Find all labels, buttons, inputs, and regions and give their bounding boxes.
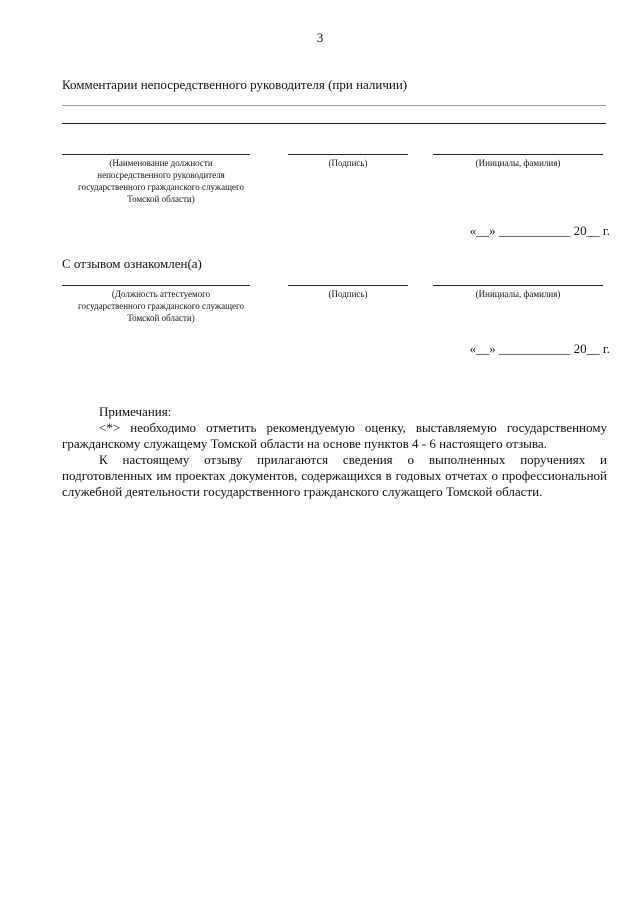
notes-section <box>62 404 607 500</box>
ack-signature-caption: (Подпись) <box>328 289 368 299</box>
name-signature-line <box>433 154 603 155</box>
note-item: К настоящему отзыву прилагаются сведения о выполненных поручениях и подготовленных им проектах документов, содержащихся в годовых отчетах о профессиональной служебной деятельности государственного гражданского служащего Томской области. <box>62 452 607 499</box>
position-signature-line <box>62 154 250 155</box>
signature-line <box>288 154 408 155</box>
comment-line-2 <box>62 123 606 124</box>
notes-heading: Примечания: <box>99 404 172 419</box>
ack-position-signature-line <box>62 285 250 286</box>
acknowledgement-title: С отзывом ознакомлен(а) <box>62 256 202 271</box>
comments-date-line: «__» ___________ 20__ г. <box>469 223 610 238</box>
note-item: <*> необходимо отметить рекомендуемую оценку, выставляемую государственному гражданскому служащему Томской области на основе пунктов 4 - 6 настоящего отзыва. <box>62 420 607 451</box>
ack-date-line: «__» ___________ 20__ г. <box>469 341 610 356</box>
ack-name-caption: (Инициалы, фамилия) <box>475 289 561 299</box>
position-caption: (Наименование должности непосредственного руководителя государственного гражданского служащего Томской области) <box>78 158 244 204</box>
ack-signature-line <box>288 285 408 286</box>
page-number: 3 <box>316 30 324 45</box>
signature-caption: (Подпись) <box>328 158 368 168</box>
name-caption: (Инициалы, фамилия) <box>475 158 561 168</box>
ack-name-signature-line <box>433 285 603 286</box>
comments-title: Комментарии непосредственного руководителя (при наличии) <box>62 77 408 92</box>
ack-position-caption: (Должность аттестуемого государственного гражданского служащего Томской области) <box>78 289 244 323</box>
comment-line-1 <box>62 105 606 106</box>
